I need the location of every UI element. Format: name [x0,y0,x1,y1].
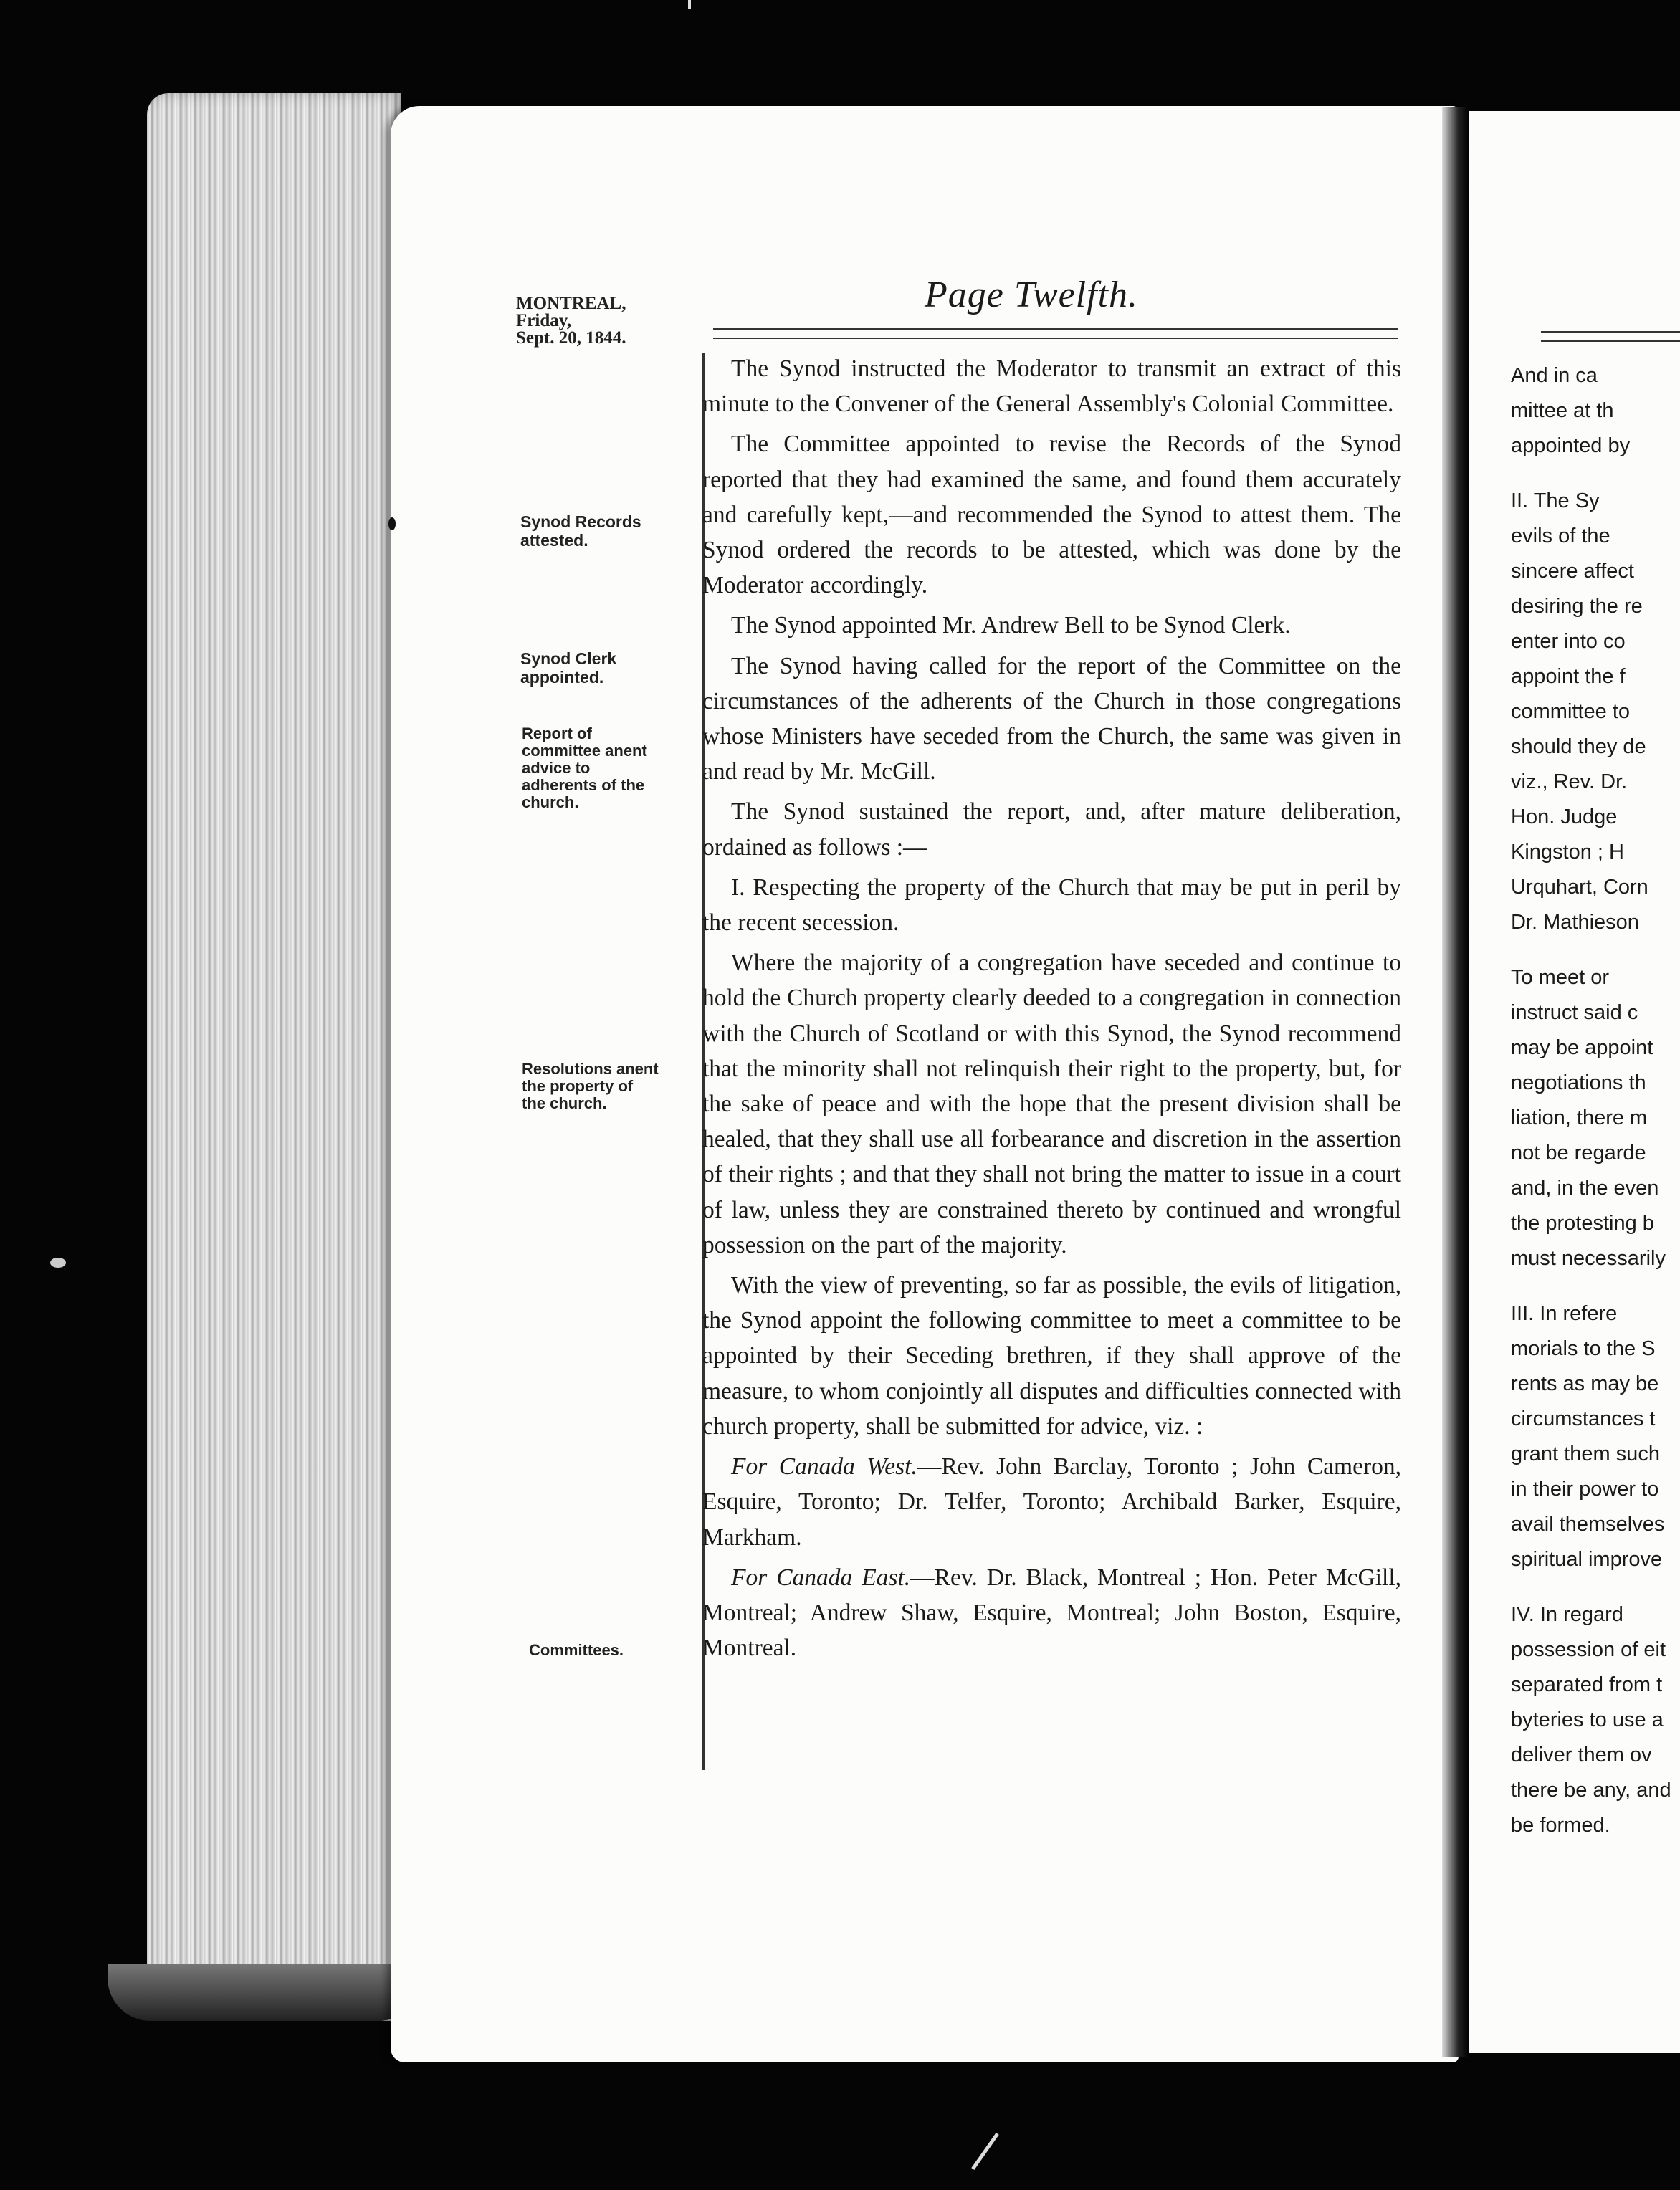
right-page-gap [1511,464,1680,484]
sidenote-report-of-committee: Report of committee anent advice to adherents of the church. [522,725,647,811]
right-page-gap [1511,1276,1680,1296]
paragraph-canada-east [702,1560,1401,1666]
book-base-shadow [108,1964,409,2021]
right-page-line: liation, there m [1511,1106,1648,1129]
right-page-line: sincere affect [1511,560,1634,583]
main-text-column [702,351,1401,1670]
right-page-line: Dr. Mathieson [1511,911,1639,934]
paragraph-canada-west [702,1449,1401,1555]
right-page-line: byteries to use a [1511,1708,1664,1731]
right-page-line: in their power to [1511,1478,1659,1501]
paragraph-resolution-one: I. Respecting the property of the Church that may be put in peril by the recent secession. [702,874,1401,937]
right-page-line: Hon. Judge [1511,805,1618,828]
right-page-line: committee to [1511,700,1630,723]
right-page-gap [1511,1577,1680,1597]
right-page-line: viz., Rev. Dr. [1511,770,1628,793]
right-page-line: avail themselves [1511,1513,1665,1536]
running-head: Page Twelfth. [925,274,1139,315]
book-gutter [1442,107,1469,2057]
right-page-line: spiritual improve [1511,1548,1663,1571]
right-page-line: Kingston ; H [1511,841,1624,864]
right-page-line: To meet or [1511,966,1609,989]
canada-west-members: —Rev. John Barclay, Toronto ; John Cameron, Esquire, Toronto; Dr. Telfer, Toronto; Archibald Barker, Esquire, Markham. [702,1453,1402,1551]
right-page-line: must necessarily [1511,1247,1666,1270]
sidenote-clerk-appointed: Synod Clerk appointed. [520,649,617,687]
scan-speck [50,1258,66,1268]
right-page-line: grant them such [1511,1443,1660,1465]
right-page-line: And in ca [1511,364,1598,387]
right-page-line: evils of the [1511,525,1610,548]
right-page-line: deliver them ov [1511,1744,1652,1766]
paragraph-committee-report: The Synod having called for the report of the Committee on the circumstances of the adherents of the Church in those congregations whose Ministers have seceded from the Church, the same was given in and read by Mr. McGill. [702,652,1401,785]
scan-mark [688,0,691,9]
right-page-line: enter into co [1511,630,1626,653]
paragraph-report-sustained: The Synod sustained the report, and, after mature deliberation, ordained as follows :— [702,798,1401,861]
canada-west-lead: For Canada West. [731,1453,917,1481]
right-page-line: desiring the re [1511,595,1643,618]
right-page-line: II. The Sy [1511,489,1600,512]
right-page-header-rule [1541,331,1680,342]
paragraph-synod-clerk: The Synod appointed Mr. Andrew Bell to be Synod Clerk. [731,612,1291,639]
paragraph-preventing-litigation: With the view of preventing, so far as possible, the evils of litigation, the Synod appoint the following committee to meet a committee to be appointed by their Seceding brethren, if they shall approve of the measure, to whom conjointly all disputes and difficulties connected with church property, shall be submitted for advice, viz. : [702,1272,1401,1440]
right-page-line: appointed by [1511,434,1631,457]
right-page-line: and, in the even [1511,1177,1659,1200]
right-page-line: rents as may be [1511,1372,1659,1395]
right-page-line: be formed. [1511,1814,1610,1837]
sidenote-committees: Committees. [529,1641,624,1659]
header-rule [713,328,1398,339]
right-page-line: not be regarde [1511,1142,1646,1165]
paragraph-majority-seceded: Where the majority of a congregation have seceded and continue to hold the Church property clearly deeded to a congregation in connection with the Church of Scotland or with this Synod, the Synod recommend that the minority shall not relinquish their right to the property, but, for the sake of peace and with the hope that the present division shall be healed, that they shall use all forbearance and discretion in the assertion of their rights ; and that they shall not bring the matter to issue in a court of law, unless they are constrained thereto by continued and wrongful possession on the part of the majority. [702,950,1401,1258]
right-page-line: possession of eit [1511,1638,1666,1661]
right-page-line: circumstances t [1511,1407,1656,1430]
right-page-line: the protesting b [1511,1212,1654,1235]
sidenote-resolutions: Resolutions anent the property of the church. [522,1060,659,1112]
right-page-line: may be appoint [1511,1036,1653,1059]
right-page-line: mittee at th [1511,399,1614,422]
right-page-line: should they de [1511,735,1646,758]
paragraph-records-attested: The Committee appointed to revise the Records of the Synod reported that they had examined the same, and found them accurately and carefully kept,—and recommended the Synod to attest them. The Synod ordered the records to be attested, which was done by the Moderator accordingly. [702,431,1401,599]
right-page-line: IV. In regard [1511,1603,1623,1626]
canada-east-lead: For Canada East. [731,1564,911,1591]
book-page-edges [147,93,401,2021]
right-page-line: appoint the f [1511,665,1626,688]
right-page-text-fragment [1511,358,1680,1843]
sidenote-dateline: MONTREAL, Friday, Sept. 20, 1844. [516,294,626,348]
scan-speck [388,517,396,530]
paragraph-transmit-extract: The Synod instructed the Moderator to transmit an extract of this minute to the Convener of the General Assembly's Colonial Committee. [702,355,1401,418]
right-page-line: Urquhart, Corn [1511,876,1648,899]
canada-east-members: —Rev. Dr. Black, Montreal ; Hon. Peter McGill, Montreal; Andrew Shaw, Esquire, Montreal; John Boston, Esquire, Montreal. [702,1564,1401,1662]
right-page-gap [1511,940,1680,960]
sidenote-records-attested: Synod Records attested. [520,512,641,550]
right-page-line: III. In refere [1511,1302,1618,1325]
right-page-line: negotiations th [1511,1071,1646,1094]
right-page-line: morials to the S [1511,1337,1656,1360]
right-page-line: separated from t [1511,1673,1663,1696]
right-page-line: there be any, and [1511,1779,1671,1802]
right-page-line: instruct said c [1511,1001,1638,1024]
